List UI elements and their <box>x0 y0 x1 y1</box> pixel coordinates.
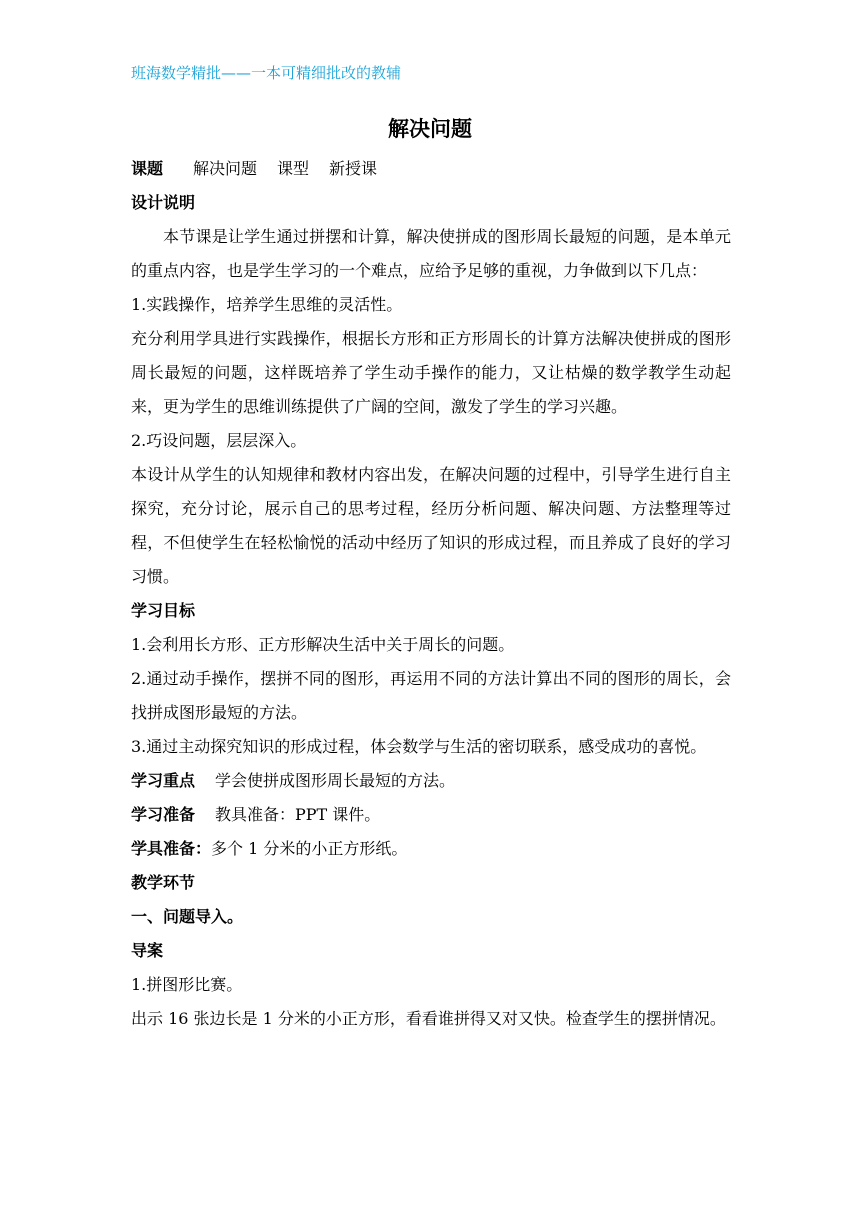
type-label: 课型 <box>277 159 310 178</box>
focus-label: 学习重点 <box>131 771 196 790</box>
prep-label: 学习准备 <box>131 805 196 824</box>
step1-body: 出示 16 张边长是 1 分米的小正方形，看看谁拼得又对又快。检查学生的摆拼情况。 <box>131 1009 726 1028</box>
design-point2-body: 本设计从学生的认知规律和教材内容出发，在解决问题的过程中，引导学生进行自主探究，充分讨论，展示自己的思考过程，经历分析问题、解决问题、方法整理等过程，不但使学生在轻松愉悦的活动中经历了知识的形成过程，而且养成了良好的学习习惯。 <box>131 465 731 586</box>
design-heading: 设计说明 <box>131 193 196 212</box>
tools-line <box>131 832 731 866</box>
document-body <box>131 152 731 1036</box>
topic-label: 课题 <box>131 159 164 178</box>
teaching-heading: 教学环节 <box>131 873 196 892</box>
guide-heading: 导案 <box>131 941 164 960</box>
goal-item-1: 1.会利用长方形、正方形解决生活中关于周长的问题。 <box>131 635 515 654</box>
tools-value: 多个 1 分米的小正方形纸。 <box>211 839 408 858</box>
design-point1-body: 充分利用学具进行实践操作，根据长方形和正方形周长的计算方法解决使拼成的图形周长最短的问题，这样既培养了学生动手操作的能力，又让枯燥的数学教学生动起来，更为学生的思维训练提供了广阔的空间，激发了学生的学习兴趣。 <box>131 329 731 416</box>
goal-item-2: 2.通过动手操作，摆拼不同的图形，再运用不同的方法计算出不同的图形的周长，会找拼成图形最短的方法。 <box>131 669 731 722</box>
section1-heading: 一、问题导入。 <box>131 907 244 926</box>
meta-line <box>131 152 731 186</box>
focus-value: 学会使拼成图形周长最短的方法。 <box>215 771 456 790</box>
goal-item-3: 3.通过主动探究知识的形成过程，体会数学与生活的密切联系，感受成功的喜悦。 <box>131 737 707 756</box>
step1-title: 1.拼图形比赛。 <box>131 975 243 994</box>
design-point2-title: 2.巧设问题，层层深入。 <box>131 431 307 450</box>
topic-value: 解决问题 <box>193 159 258 178</box>
design-intro: 本节课是让学生通过拼摆和计算，解决使拼成的图形周长最短的问题，是本单元的重点内容，也是学生学习的一个难点，应给予足够的重视，力争做到以下几点： <box>131 227 731 280</box>
design-point1-title: 1.实践操作，培养学生思维的灵活性。 <box>131 295 403 314</box>
type-value: 新授课 <box>329 159 378 178</box>
header-banner: 班海数学精批——一本可精细批改的教辅 <box>131 64 402 82</box>
prep-value: 教具准备：PPT 课件。 <box>215 805 381 824</box>
focus-line <box>131 764 731 798</box>
tools-label: 学具准备： <box>131 839 212 858</box>
prep-line <box>131 798 731 832</box>
document-title: 解决问题 <box>388 117 472 141</box>
goals-heading: 学习目标 <box>131 601 196 620</box>
